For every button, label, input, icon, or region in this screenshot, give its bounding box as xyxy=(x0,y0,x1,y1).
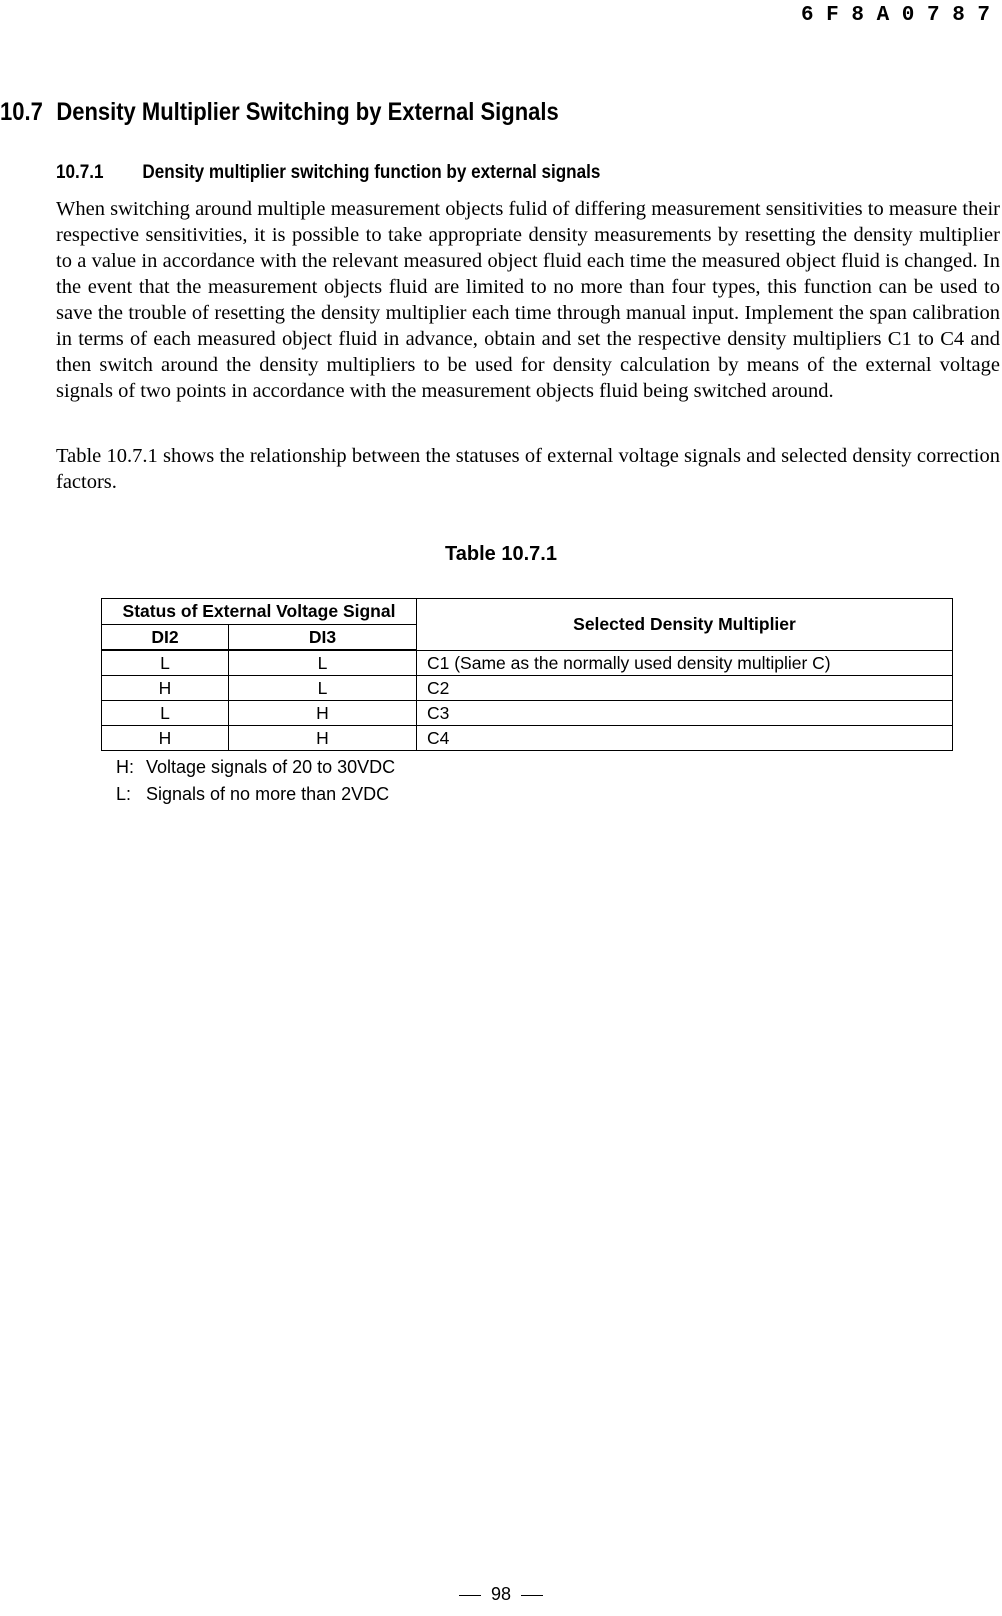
section-heading xyxy=(0,98,559,127)
note-item xyxy=(116,754,395,781)
page-number xyxy=(0,1584,1002,1605)
table-row xyxy=(102,701,953,726)
header-external-voltage-status: Status of External Voltage Signal xyxy=(102,599,417,625)
table-row xyxy=(102,650,953,676)
density-multiplier-table xyxy=(101,598,953,751)
dash-decoration xyxy=(459,1595,481,1596)
note-key: L: xyxy=(116,784,132,804)
table-notes xyxy=(116,754,395,808)
page-number-value: 98 xyxy=(490,1584,512,1604)
section-title: Density Multiplier Switching by External Signals xyxy=(56,98,559,126)
cell-multiplier: C2 xyxy=(417,676,953,701)
subsection-heading xyxy=(56,162,600,184)
body-paragraph: Table 10.7.1 shows the relationship between the statuses of external voltage signals and selected density correction factors. xyxy=(56,445,1000,493)
cell-di2: L xyxy=(102,650,229,676)
note-item xyxy=(116,781,395,808)
table-row xyxy=(102,676,953,701)
cell-di3: L xyxy=(229,676,417,701)
header-selected-multiplier: Selected Density Multiplier xyxy=(417,599,953,651)
dash-decoration xyxy=(521,1595,543,1596)
subsection-number: 10.7.1 xyxy=(56,162,104,183)
note-text: Signals of no more than 2VDC xyxy=(146,784,390,804)
cell-di2: H xyxy=(102,726,229,751)
body-paragraph: When switching around multiple measurement objects fulid of differing measurement sensitivities to measure their respective sensitivities, it is possible to take appropriate density measurements by resetting the density multiplier to a value in accordance with the relevant measured object fluid each time the measured object fluid is changed. In the event that the measurement objects fluid are limited to no more than four types, this function can be used to save the trouble of resetting the density multiplier each time through manual input. Implement the span calibration in terms of each measured object fluid in advance, obtain and set the respective density multipliers C1 to C4 and then switch around the density multipliers to be used for density calculation by means of the external voltage signals of two points in accordance with the measurement objects fluid being switched around. xyxy=(56,198,1000,402)
section-number: 10.7 xyxy=(0,98,43,126)
cell-di3: H xyxy=(229,701,417,726)
cell-multiplier: C3 xyxy=(417,701,953,726)
cell-di3: H xyxy=(229,726,417,751)
note-text: Voltage signals of 20 to 30VDC xyxy=(146,757,396,777)
header-di2: DI2 xyxy=(102,625,229,651)
cell-di3: L xyxy=(229,650,417,676)
table-caption: Table 10.7.1 xyxy=(445,543,557,565)
cell-di2: H xyxy=(102,676,229,701)
subsection-title: Density multiplier switching function by external signals xyxy=(142,162,601,183)
cell-multiplier: C1 (Same as the normally used density multiplier C) xyxy=(417,650,953,676)
table-row xyxy=(102,726,953,751)
cell-di2: L xyxy=(102,701,229,726)
note-key: H: xyxy=(116,757,134,777)
header-di3: DI3 xyxy=(229,625,417,651)
document-id: 6 F 8 A 0 7 8 7 xyxy=(800,4,990,27)
cell-multiplier: C4 xyxy=(417,726,953,751)
